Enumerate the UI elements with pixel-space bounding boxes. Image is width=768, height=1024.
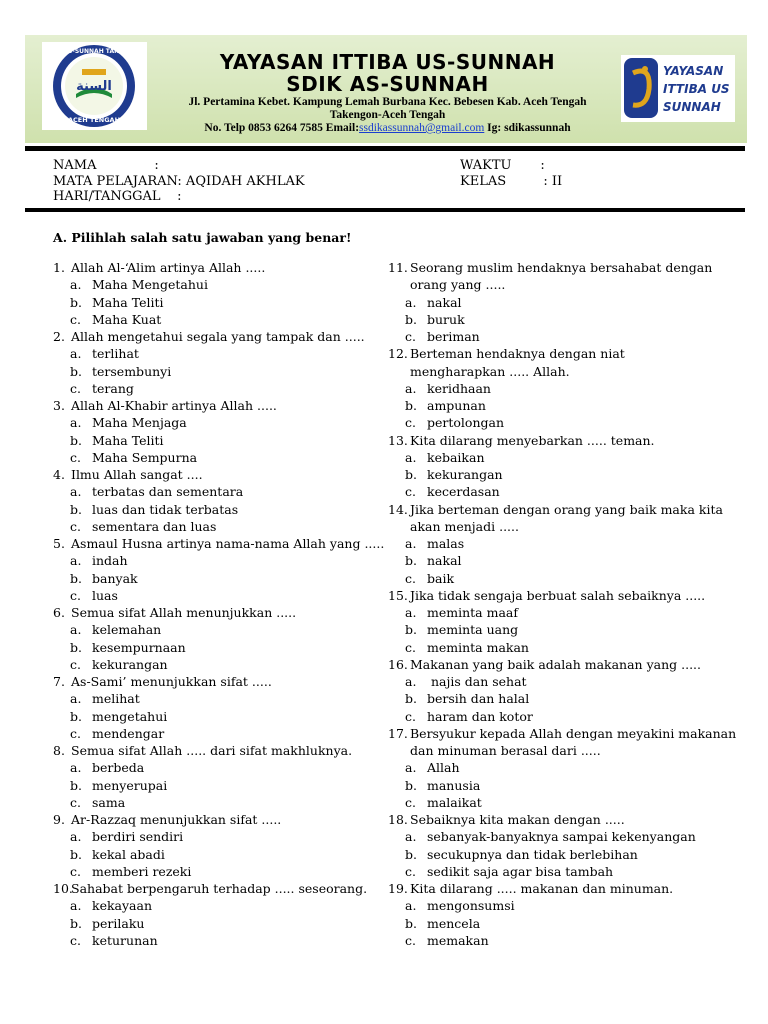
option-text: sementara dan luas — [92, 518, 217, 534]
answer-option-a[interactable] — [70, 759, 144, 776]
logo-right-line3: SUNNAH — [663, 100, 721, 114]
question-number: 4. — [53, 467, 65, 482]
answer-option-a[interactable] — [70, 552, 128, 569]
option-letter: a. — [405, 760, 417, 776]
question-text: Asmaul Husna artinya nama-nama Allah yang ..... — [71, 536, 385, 551]
phone-text: No. Telp 0853 6264 7585 Email: — [204, 122, 360, 134]
option-text: sedikit saja agar bisa tambah — [427, 863, 614, 879]
info-divider — [25, 208, 745, 212]
address-line-2: Takengon-Aceh Tengah — [329, 109, 446, 121]
answer-option-b[interactable] — [70, 570, 138, 587]
question-text-continued: akan menjadi ..... — [410, 518, 519, 534]
answer-option-b[interactable] — [70, 639, 186, 656]
option-letter: a. — [405, 605, 417, 620]
answer-option-c[interactable] — [70, 380, 134, 397]
question-9 — [53, 811, 281, 828]
answer-option-a[interactable] — [70, 483, 243, 500]
answer-option-b[interactable] — [405, 690, 529, 707]
date-field-label: HARI/TANGGAL : — [53, 189, 182, 204]
question-number: 15. — [388, 587, 408, 603]
answer-option-c[interactable] — [405, 708, 533, 725]
answer-option-b[interactable] — [405, 466, 503, 483]
option-text: berbeda — [92, 760, 145, 776]
question-number: 9. — [53, 812, 65, 827]
option-text: baik — [427, 570, 455, 586]
option-text: Maha Teliti — [92, 432, 164, 448]
answer-option-a[interactable] — [405, 535, 464, 552]
option-text: meminta uang — [427, 622, 519, 638]
question-5 — [53, 535, 384, 552]
option-text: perilaku — [92, 915, 145, 931]
option-letter: c. — [70, 932, 81, 948]
option-text: pertolongan — [427, 415, 505, 431]
option-letter: a. — [70, 484, 82, 500]
option-text: kecerdasan — [427, 484, 500, 500]
answer-option-b[interactable] — [70, 777, 167, 794]
answer-option-b[interactable] — [70, 363, 171, 380]
option-letter: c. — [70, 725, 81, 741]
question-number: 2. — [53, 329, 65, 344]
option-letter: c. — [70, 587, 81, 603]
question-text: Seorang muslim hendaknya bersahabat dengan — [410, 260, 713, 275]
question-text: Ar-Razzaq menunjukkan sifat ..... — [71, 812, 282, 827]
school-logo — [42, 42, 147, 130]
option-text: menyerupai — [92, 777, 168, 793]
option-text: sama — [92, 794, 126, 810]
question-1 — [53, 259, 265, 276]
option-letter: b. — [405, 846, 417, 862]
question-text: Jika berteman dengan orang yang baik maka kita — [410, 501, 723, 517]
question-text: Makanan yang baik adalah makanan yang ..... — [410, 656, 701, 672]
option-letter: c. — [405, 484, 416, 500]
option-text: najis dan sehat — [427, 674, 527, 689]
answer-option-c[interactable] — [70, 794, 125, 811]
logo-bottom-text: ACEH TENGAH — [67, 116, 121, 124]
question-text: Jika tidak sengaja berbuat salah sebaiknya ..... — [410, 587, 706, 603]
option-letter: a. — [405, 380, 417, 396]
question-number: 1. — [53, 260, 65, 275]
question-number: 13. — [388, 432, 408, 448]
logo-right-line2: ITTIBA US — [663, 82, 730, 96]
option-text: kesempurnaan — [92, 639, 186, 655]
option-text: buruk — [427, 311, 465, 327]
question-number: 18. — [388, 812, 408, 827]
option-letter: b. — [70, 708, 82, 724]
option-letter: a. — [70, 553, 82, 569]
question-13 — [388, 432, 655, 449]
question-text: Kita dilarang ..... makanan dan minuman. — [410, 881, 674, 896]
answer-option-c[interactable] — [405, 639, 529, 656]
class-field-label: KELAS : II — [460, 174, 563, 189]
option-letter: c. — [405, 639, 416, 655]
answer-option-b[interactable] — [70, 708, 167, 725]
name-field-label: NAMA : — [53, 158, 159, 173]
option-text: indah — [92, 553, 128, 569]
question-15 — [388, 587, 705, 604]
question-6 — [53, 604, 296, 621]
section-title: A. Pilihlah salah satu jawaban yang benar! — [53, 230, 352, 245]
option-letter: c. — [405, 708, 416, 724]
option-text: Maha Sempurna — [92, 449, 198, 465]
option-text: haram dan kotor — [427, 708, 533, 724]
answer-option-b[interactable] — [405, 552, 462, 569]
answer-option-c[interactable] — [70, 311, 161, 328]
answer-option-c[interactable] — [70, 725, 164, 742]
option-text: Maha Kuat — [92, 311, 162, 327]
option-text: memberi rezeki — [92, 863, 192, 879]
answer-option-c[interactable] — [70, 449, 197, 466]
question-3 — [53, 397, 277, 414]
email-link[interactable]: ssdikassunnah@gmail.com — [359, 122, 485, 134]
option-letter: c. — [405, 570, 416, 586]
question-text: Sebaiknya kita makan dengan ..... — [410, 812, 625, 827]
option-text: kekurangan — [427, 467, 503, 482]
question-number: 12. — [388, 346, 408, 362]
option-text: terbatas dan sementara — [92, 484, 244, 500]
option-text: luas — [92, 587, 118, 603]
option-letter: b. — [405, 915, 417, 931]
option-letter: b. — [70, 570, 82, 586]
option-text: malas — [427, 536, 465, 551]
option-letter: a. — [70, 277, 82, 293]
logo-top-text: SDIK AS-SUNNAH TAKENGON — [45, 48, 143, 55]
question-text: Berteman hendaknya dengan niat — [410, 346, 625, 362]
option-letter: a. — [405, 294, 417, 310]
option-letter: a. — [70, 898, 82, 914]
answer-option-c[interactable] — [405, 570, 454, 587]
option-letter: a. — [70, 415, 82, 431]
contact-line — [160, 122, 615, 134]
option-text: mendengar — [92, 725, 165, 741]
logo-right-line1: YAYASAN — [663, 64, 724, 78]
question-number: 7. — [53, 674, 65, 689]
option-letter: b. — [405, 398, 417, 413]
option-letter: c. — [405, 863, 416, 879]
question-12 — [388, 345, 625, 362]
option-letter: c. — [70, 380, 81, 396]
question-number: 5. — [53, 536, 65, 551]
option-text: terlihat — [92, 346, 139, 362]
answer-option-c[interactable] — [70, 518, 216, 535]
answer-option-a[interactable] — [70, 345, 139, 362]
question-number: 6. — [53, 605, 65, 620]
question-text: Ilmu Allah sangat .... — [71, 467, 203, 482]
foundation-name: YAYASAN ITTIBA US-SUNNAH — [219, 50, 556, 74]
question-4 — [53, 466, 203, 483]
option-text: kelemahan — [92, 622, 162, 638]
question-text-continued: orang yang ..... — [410, 277, 506, 293]
option-text: memakan — [427, 932, 489, 948]
option-letter: c. — [70, 311, 81, 327]
answer-option-b[interactable] — [70, 846, 165, 863]
question-text: Semua sifat Allah menunjukkan ..... — [71, 605, 297, 620]
option-text: mengonsumsi — [427, 898, 515, 914]
address-line-1: Jl. Pertamina Kebet. Kampung Lemah Burbana Kec. Bebesen Kab. Aceh Tengah — [188, 96, 587, 108]
option-text: Maha Teliti — [92, 294, 164, 310]
option-letter: b. — [405, 691, 417, 707]
option-text: banyak — [92, 570, 138, 586]
answer-option-b[interactable] — [405, 621, 518, 638]
option-text: nakal — [427, 294, 462, 310]
question-2 — [53, 328, 365, 345]
school-address — [160, 96, 615, 122]
option-letter: c. — [405, 329, 416, 344]
option-text: sebanyak-banyaknya sampai kekenyangan — [427, 829, 696, 845]
option-text: keridhaan — [427, 380, 491, 396]
option-text: secukupnya dan tidak berlebihan — [427, 846, 638, 862]
option-letter: a. — [405, 674, 417, 689]
option-letter: a. — [70, 829, 82, 845]
question-text-continued: dan minuman berasal dari ..... — [410, 743, 601, 758]
option-letter: a. — [405, 449, 417, 465]
answer-option-c[interactable] — [70, 932, 158, 949]
option-text: kebaikan — [427, 449, 485, 465]
option-letter: a. — [405, 898, 417, 914]
option-text: malaikat — [427, 794, 482, 810]
option-text: kekal abadi — [92, 846, 165, 862]
question-10 — [53, 880, 367, 897]
answer-option-a[interactable] — [70, 414, 187, 431]
option-text: mengetahui — [92, 708, 168, 724]
option-text: meminta maaf — [427, 605, 518, 620]
option-letter: b. — [70, 915, 82, 931]
question-number: 14. — [388, 501, 408, 517]
answer-option-a[interactable] — [405, 828, 696, 845]
option-letter: a. — [405, 536, 417, 551]
answer-option-b[interactable] — [405, 311, 465, 328]
option-letter: b. — [70, 846, 82, 862]
answer-option-a[interactable] — [405, 759, 460, 776]
instagram-text: Ig: sdikassunnah — [484, 122, 571, 134]
option-letter: c. — [70, 863, 81, 879]
option-letter: c. — [70, 449, 81, 465]
answer-option-a[interactable] — [70, 828, 183, 845]
question-text: Bersyukur kepada Allah dengan meyakini makanan — [410, 725, 737, 741]
answer-option-c[interactable] — [405, 932, 489, 949]
option-text: mencela — [427, 915, 481, 931]
option-text: tersembunyi — [92, 363, 172, 379]
option-letter: a. — [70, 622, 82, 638]
question-text: Semua sifat Allah ..... dari sifat makhluknya. — [71, 743, 353, 758]
question-text: Allah Al-‘Alim artinya Allah ..... — [71, 260, 266, 275]
option-letter: c. — [405, 415, 416, 431]
option-letter: b. — [405, 622, 417, 638]
question-text: Kita dilarang menyebarkan ..... teman. — [410, 432, 655, 448]
question-number: 11. — [388, 260, 408, 275]
answer-option-c[interactable] — [405, 483, 500, 500]
subject-field-label: MATA PELAJARAN: AQIDAH AKHLAK — [53, 174, 305, 189]
question-19 — [388, 880, 673, 897]
option-letter: b. — [70, 432, 82, 448]
option-letter: b. — [70, 501, 82, 517]
logo-arabic-text: السنة — [76, 79, 112, 94]
header-divider — [25, 146, 745, 151]
answer-option-a[interactable] — [405, 380, 491, 397]
answer-option-b[interactable] — [405, 397, 486, 414]
question-14 — [388, 501, 723, 518]
option-text: bersih dan halal — [427, 691, 530, 707]
question-16 — [388, 656, 701, 673]
option-letter: a. — [70, 346, 82, 362]
question-8 — [53, 742, 352, 759]
option-text: ampunan — [427, 398, 486, 413]
option-text: Maha Mengetahui — [92, 277, 208, 293]
question-text: Sahabat berpengaruh terhadap ..... seseorang. — [71, 881, 368, 896]
option-text: manusia — [427, 777, 481, 793]
answer-option-a[interactable] — [405, 673, 527, 690]
question-number: 8. — [53, 743, 65, 758]
option-letter: b. — [70, 777, 82, 793]
answer-option-b[interactable] — [70, 915, 144, 932]
question-text: As-Sami’ menunjukkan sifat ..... — [71, 674, 272, 689]
question-number: 3. — [53, 398, 65, 413]
option-text: kekurangan — [92, 656, 168, 672]
option-letter: c. — [70, 656, 81, 672]
option-letter: a. — [405, 829, 417, 845]
option-text: keturunan — [92, 932, 158, 948]
question-text-continued: mengharapkan ..... Allah. — [410, 363, 570, 379]
answer-option-c[interactable] — [70, 587, 118, 604]
answer-option-a[interactable] — [405, 897, 515, 914]
question-17 — [388, 725, 736, 742]
answer-option-a[interactable] — [405, 449, 485, 466]
option-text: Maha Menjaga — [92, 415, 187, 431]
answer-option-b[interactable] — [405, 915, 480, 932]
option-letter: b. — [405, 467, 417, 482]
time-field-label: WAKTU : — [460, 158, 545, 173]
answer-option-a[interactable] — [405, 604, 518, 621]
option-text: Allah — [427, 760, 460, 776]
question-text: Allah Al-Khabir artinya Allah ..... — [71, 398, 277, 413]
question-text: Allah mengetahui segala yang tampak dan ..... — [71, 329, 365, 344]
option-text: nakal — [427, 553, 462, 569]
school-name: SDIK AS-SUNNAH — [286, 72, 489, 96]
option-text: melihat — [92, 691, 140, 707]
question-11 — [388, 259, 712, 276]
answer-option-a[interactable] — [405, 294, 462, 311]
answer-option-a[interactable] — [70, 276, 208, 293]
answer-option-b[interactable] — [405, 846, 638, 863]
answer-option-c[interactable] — [405, 794, 482, 811]
option-letter: c. — [405, 794, 416, 810]
answer-option-b[interactable] — [70, 432, 164, 449]
option-letter: b. — [405, 553, 417, 569]
question-number: 10. — [53, 881, 73, 896]
question-number: 17. — [388, 725, 408, 741]
answer-option-b[interactable] — [70, 294, 164, 311]
option-letter: b. — [70, 294, 82, 310]
option-text: kekayaan — [92, 898, 153, 914]
question-18 — [388, 811, 625, 828]
option-text: berdiri sendiri — [92, 829, 184, 845]
answer-option-c[interactable] — [70, 656, 168, 673]
question-7 — [53, 673, 272, 690]
foundation-logo — [621, 55, 735, 122]
answer-option-c[interactable] — [405, 414, 504, 431]
option-letter: a. — [70, 691, 82, 707]
option-letter: c. — [405, 932, 416, 948]
option-text: luas dan tidak terbatas — [92, 501, 239, 517]
answer-option-c[interactable] — [405, 863, 613, 880]
answer-option-a[interactable] — [70, 621, 161, 638]
answer-option-c[interactable] — [70, 863, 191, 880]
option-text: terang — [92, 380, 134, 396]
option-letter: a. — [70, 760, 82, 776]
answer-option-b[interactable] — [405, 777, 480, 794]
answer-option-a[interactable] — [70, 690, 140, 707]
option-letter: c. — [70, 518, 81, 534]
option-letter: b. — [70, 363, 82, 379]
option-letter: c. — [70, 794, 81, 810]
answer-option-a[interactable] — [70, 897, 152, 914]
option-letter: b. — [405, 311, 417, 327]
question-number: 19. — [388, 881, 408, 896]
answer-option-b[interactable] — [70, 501, 238, 518]
option-letter: b. — [405, 777, 417, 793]
option-text: meminta makan — [427, 639, 529, 655]
answer-option-c[interactable] — [405, 328, 480, 345]
question-number: 16. — [388, 656, 408, 672]
option-letter: b. — [70, 639, 82, 655]
option-text: beriman — [427, 329, 480, 344]
